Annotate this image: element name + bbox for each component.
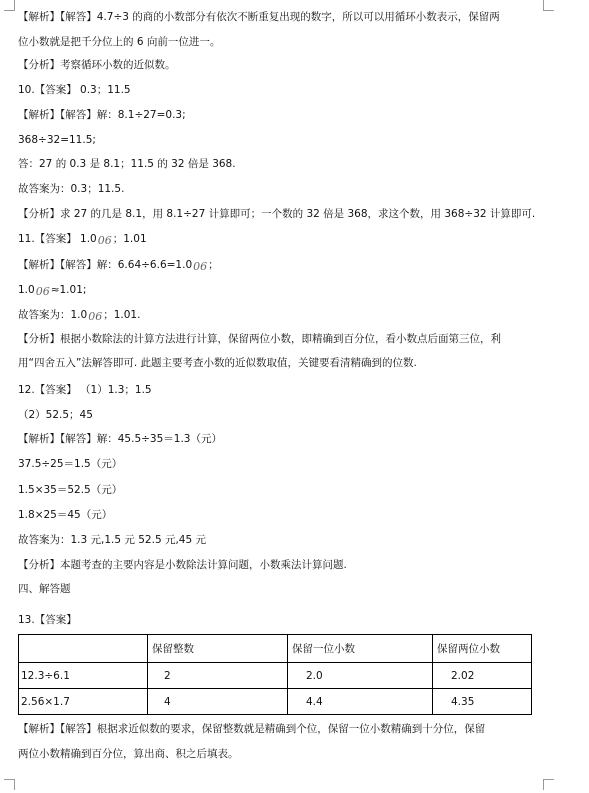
answer-table bbox=[18, 634, 532, 715]
table-header-cell: 保留两位小数 bbox=[433, 635, 532, 663]
answer-line-repeating-decimal: 【解析】【解答】解：6.64÷6.6=1.006； bbox=[18, 259, 219, 273]
table-cell: 4.35 bbox=[433, 689, 532, 715]
table-header-row bbox=[19, 635, 532, 663]
text-line: （2）52.5；45 bbox=[18, 409, 93, 421]
crop-mark-top-left bbox=[4, 0, 15, 11]
text-line: 位小数就是把千分位上的 6 向前一位进一。 bbox=[18, 36, 221, 48]
answer-line-repeating-decimal: 11.【答案】 1.006；1.01 bbox=[18, 233, 147, 247]
table-row bbox=[19, 689, 532, 715]
text-line: 1.5×35＝52.5（元） bbox=[18, 484, 123, 496]
text-line: 10.【答案】 0.3；11.5 bbox=[18, 84, 131, 96]
text-line: 【解析】【解答】解：45.5÷35＝1.3（元） bbox=[18, 433, 222, 445]
text-line: 【分析】求 27 的几是 8.1，用 8.1÷27 计算即可；一个数的 32 倍是 368，求这个数，用 368÷32 计算即可. bbox=[18, 208, 536, 220]
text-line: 【分析】根据小数除法的计算方法进行计算，保留两位小数，即精确到百分位，看小数点后面第三位，利 bbox=[18, 333, 501, 345]
table-header-cell bbox=[19, 635, 148, 663]
table-cell: 2.56×1.7 bbox=[19, 689, 148, 715]
answer-line-repeating-decimal: 1.006≈1.01; bbox=[18, 284, 87, 298]
table-header-cell: 保留一位小数 bbox=[288, 635, 433, 663]
text-line: 故答案为：1.3 元,1.5 元 52.5 元,45 元 bbox=[18, 534, 206, 546]
text-line: 【分析】考察循环小数的近似数。 bbox=[18, 59, 176, 71]
repeating-digits: 06 bbox=[88, 310, 103, 323]
text-line: 故答案为：0.3；11.5. bbox=[18, 183, 125, 195]
table-row bbox=[19, 663, 532, 689]
table-cell: 2.0 bbox=[288, 663, 433, 689]
answer-line-repeating-decimal: 故答案为：1.006；1.01. bbox=[18, 309, 141, 323]
crop-mark-bottom-left bbox=[4, 779, 15, 790]
table-cell: 2.02 bbox=[433, 663, 532, 689]
text-line: 【解析】【解答】解：8.1÷27=0.3; bbox=[18, 109, 186, 121]
text-line: 用“四舍五入”法解答即可. 此题主要考查小数的近似数取值，关键要看清精确到的位数. bbox=[18, 357, 417, 369]
text-line: 【解析】【解答】4.7÷3 的商的小数部分有依次不断重复出现的数字，所以可以用循环小数表示，保留两 bbox=[18, 11, 500, 23]
text-line: 1.8×25＝45（元） bbox=[18, 509, 113, 521]
repeating-digits: 06 bbox=[193, 260, 208, 273]
crop-mark-bottom-right bbox=[543, 779, 554, 790]
section-heading: 四、解答题 bbox=[18, 583, 71, 595]
text-line: 【分析】本题考查的主要内容是小数除法计算问题，小数乘法计算问题. bbox=[18, 559, 347, 571]
text-line: 368÷32=11.5; bbox=[18, 134, 96, 146]
table-cell: 4 bbox=[148, 689, 288, 715]
repeating-digits: 06 bbox=[97, 234, 112, 247]
table-header-cell: 保留整数 bbox=[148, 635, 288, 663]
text-line: 13.【答案】 bbox=[18, 614, 77, 626]
text-line: 12.【答案】 （1）1.3；1.5 bbox=[18, 384, 152, 396]
text-line: 37.5÷25＝1.5（元） bbox=[18, 458, 123, 470]
text-line: 两位小数精确到百分位，算出商、积之后填表。 bbox=[18, 748, 239, 760]
table-cell: 12.3÷6.1 bbox=[19, 663, 148, 689]
text-line: 答：27 的 0.3 是 8.1；11.5 的 32 倍是 368. bbox=[18, 158, 236, 170]
table-cell: 4.4 bbox=[288, 689, 433, 715]
repeating-digits: 06 bbox=[35, 285, 50, 298]
text-line: 【解析】【解答】根据求近似数的要求，保留整数就是精确到个位，保留一位小数精确到十分位，保留 bbox=[18, 723, 486, 735]
table-cell: 2 bbox=[148, 663, 288, 689]
crop-mark-top-right bbox=[543, 0, 554, 11]
